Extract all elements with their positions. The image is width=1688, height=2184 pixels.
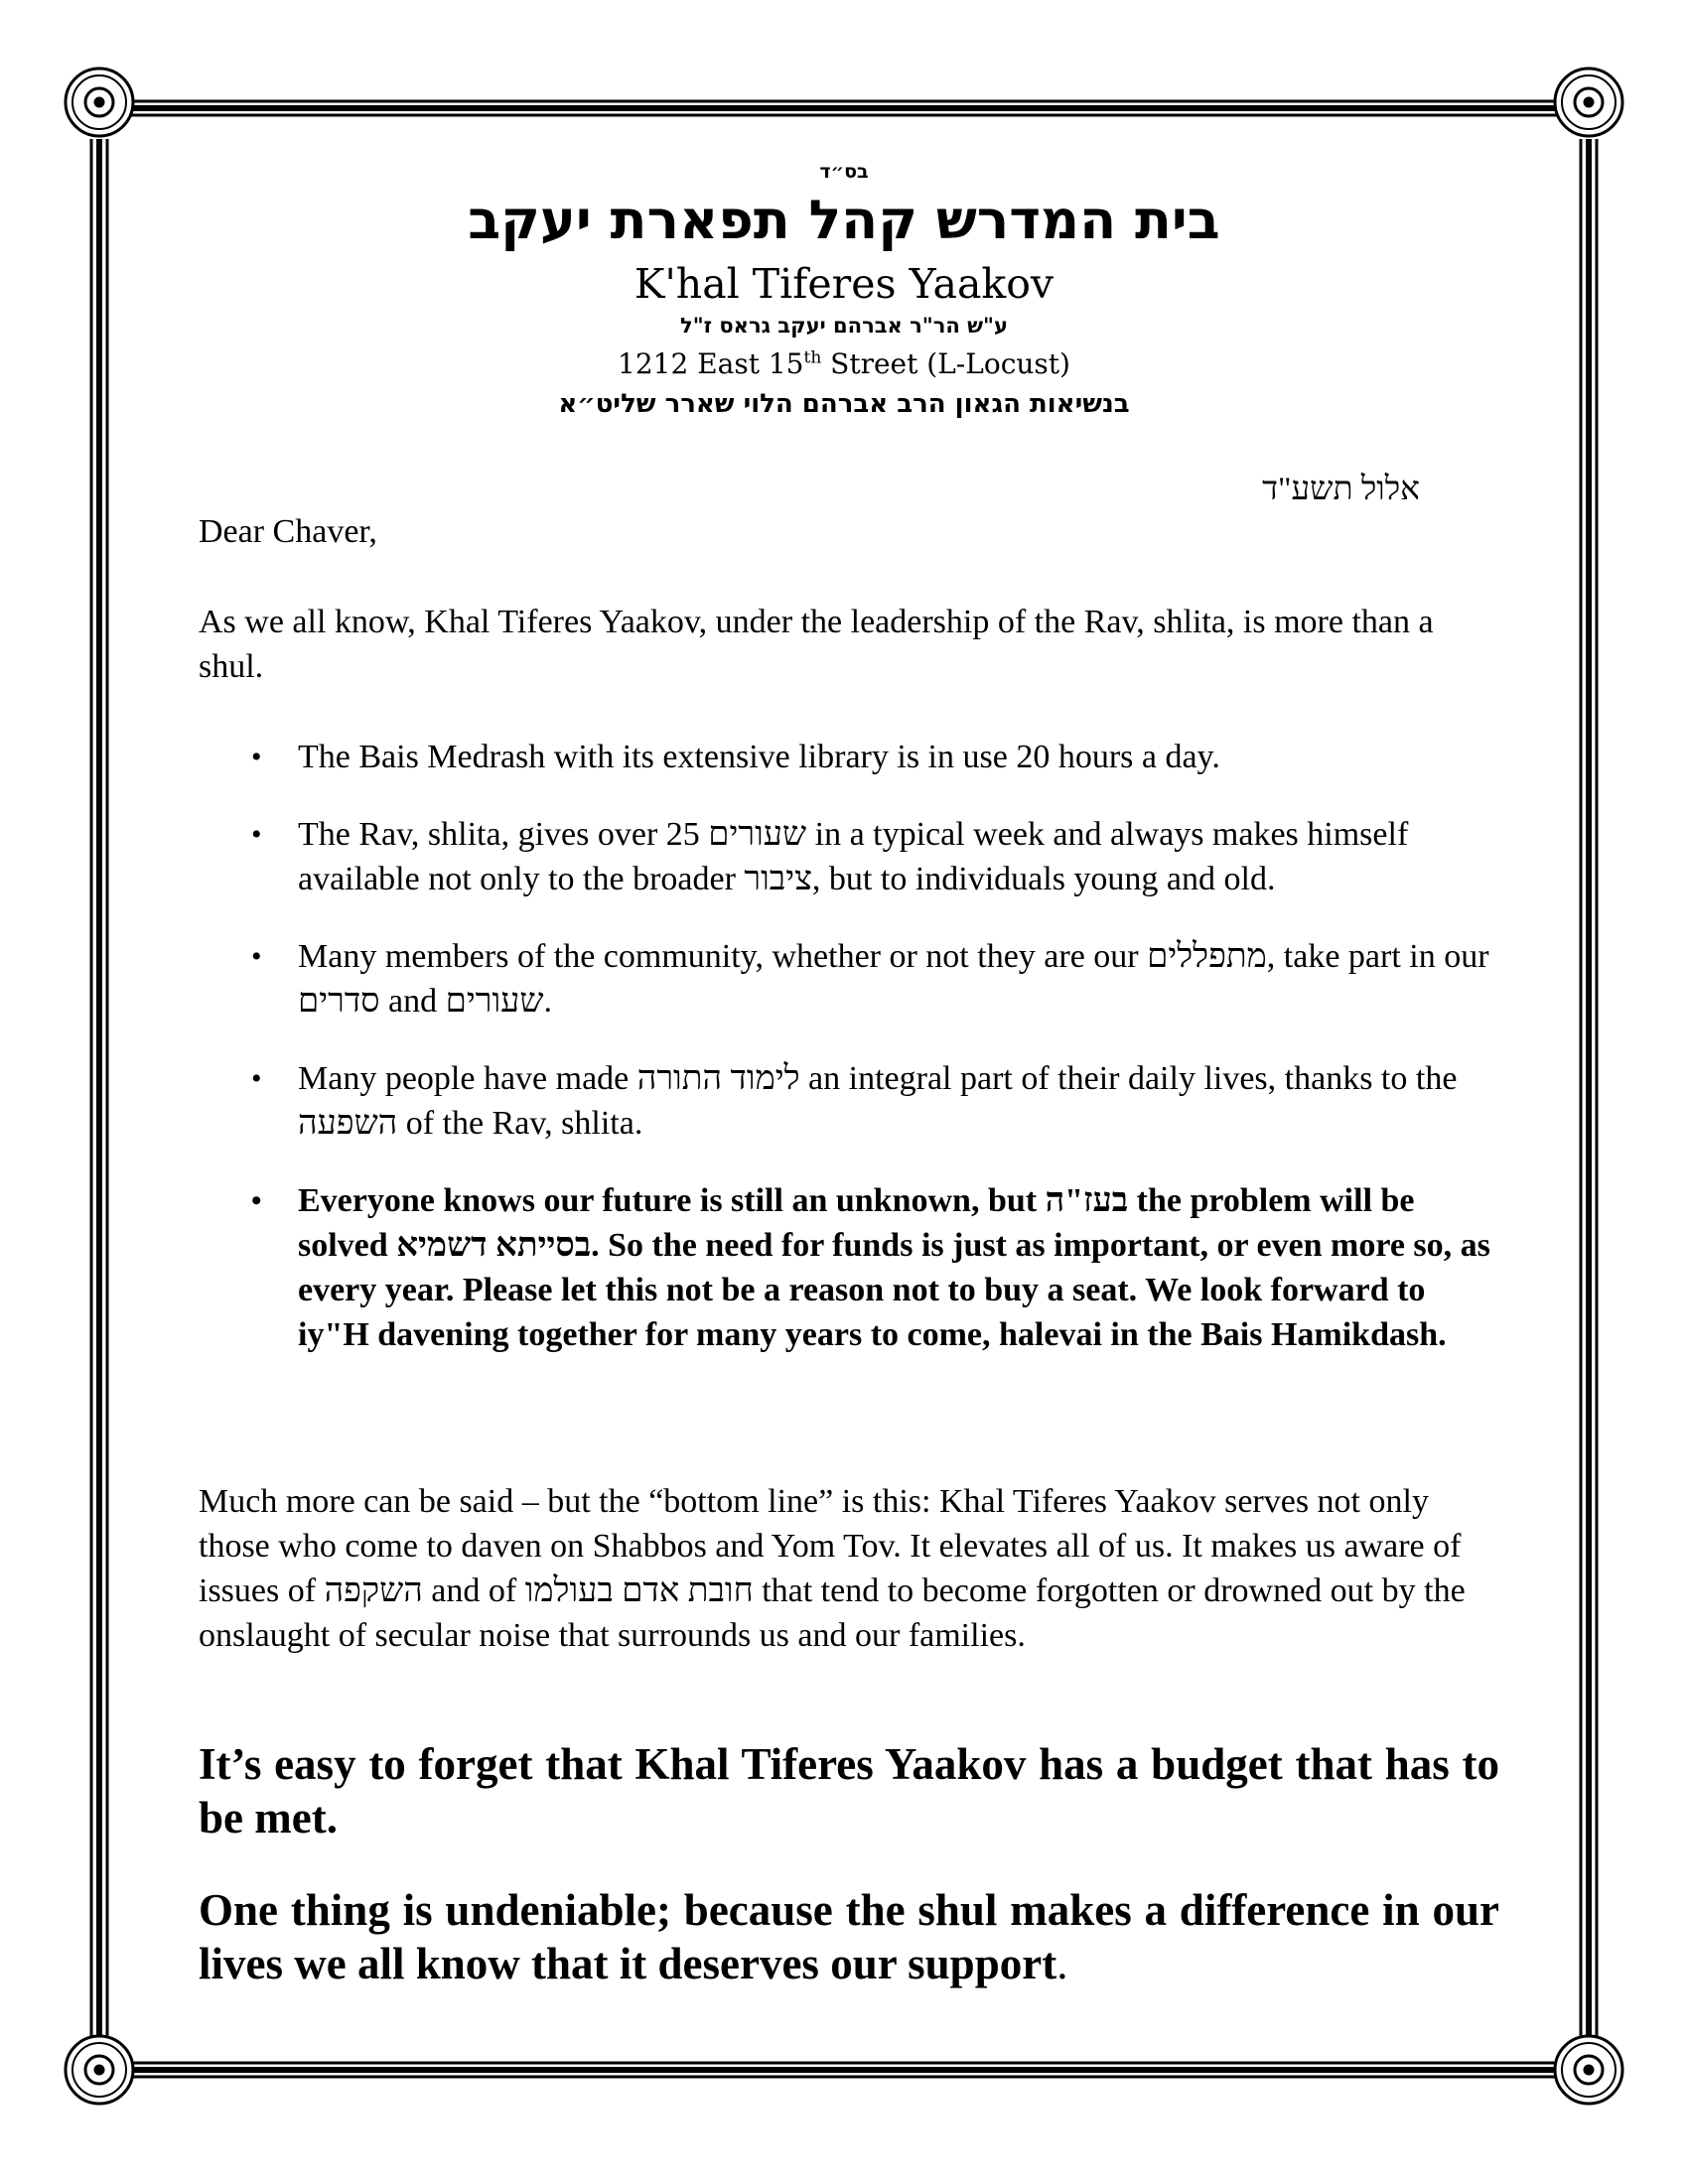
closing-text: and of — [422, 1572, 525, 1609]
letter-date: אלול תשע"ד — [1262, 472, 1420, 507]
list-item — [199, 812, 1499, 901]
bsd-heading: בס״ד — [819, 161, 869, 183]
hebrew-term: חובת אדם בעולמו — [524, 1572, 754, 1609]
budget-statement: It’s easy to forget that Khal Tiferes Yaakov has a budget that has to be met. — [199, 1739, 1499, 1843]
leadership-line: בנשיאות הגאון הרב אברהם הלוי שארר שליט״א — [558, 389, 1130, 419]
hebrew-shul-name: בית המדרש קהל תפארת יעקב — [468, 189, 1220, 251]
bullet-text: . So the need for funds is just as important, or even more so, as every year. Please let this not be a reason not to buy a seat. We look forward to iy"H davening together for many years to come, halevai in the Bais Hamikdash. — [298, 1227, 1490, 1353]
support-statement — [199, 1883, 1499, 1990]
bullet-text: of the Rav, shlita. — [397, 1105, 643, 1142]
memorial-line: ע"ש הר"ר אברהם יעקב גראס ז"ל — [680, 314, 1008, 338]
hebrew-term: מתפללים — [1147, 938, 1267, 975]
hebrew-term: בסייתא דשמיא — [396, 1227, 592, 1264]
bullet-text: , take part in our — [1266, 938, 1489, 975]
hebrew-term: שעורים — [708, 816, 807, 853]
address-number: 1212 East 15 — [618, 347, 804, 380]
support-text: One thing is undeniable; because the shul makes a difference in our lives we all know that it deserves our support — [199, 1885, 1499, 1988]
address — [0, 347, 1688, 380]
intro-paragraph: As we all know, Khal Tiferes Yaakov, under the leadership of the Rav, shlita, is more than a shul. — [199, 604, 1434, 685]
list-item — [199, 735, 1499, 779]
bullet-text: an integral part of their daily lives, thanks to the — [799, 1060, 1458, 1097]
bullet-text: . — [543, 983, 552, 1020]
bullet-list — [199, 735, 1499, 1357]
bullet-icon: • — [251, 818, 262, 851]
greeting: Dear Chaver, — [199, 513, 377, 550]
bullet-text: Everyone knows our future is still an unknown, but — [298, 1182, 1046, 1219]
bullet-icon: • — [251, 940, 262, 973]
hebrew-term: לימוד התורה — [636, 1060, 800, 1097]
bullet-icon: • — [251, 1184, 262, 1217]
hebrew-term: סדרים — [298, 983, 380, 1020]
bullet-icon: • — [251, 741, 262, 773]
bullet-text: The Bais Medrash with its extensive library is in use 20 hours a day. — [298, 739, 1220, 775]
list-item — [199, 934, 1499, 1024]
hebrew-term: ציבור — [744, 861, 812, 897]
bullet-text: Many members of the community, whether or not they are our — [298, 938, 1148, 975]
support-period: . — [1056, 1939, 1068, 1988]
closing-text: Much more can be said – but the “bottom line” is this: Khal Tiferes Yaakov serves not only those who come to daven on Shabbos and Yom Tov. It elevates all of us. It makes us aware of issues of — [199, 1483, 1462, 1609]
bullet-text: The Rav, shlita, gives over 25 — [298, 816, 709, 853]
bullet-icon: • — [251, 1062, 262, 1095]
address-suffix: th — [803, 347, 822, 368]
bullet-text: and — [379, 983, 446, 1020]
bullet-text: , but to individuals young and old. — [811, 861, 1276, 897]
bullet-text: the problem will be solved — [298, 1182, 1415, 1264]
hebrew-term: השקפה — [324, 1572, 423, 1609]
hebrew-term: בעז"ה — [1045, 1182, 1129, 1219]
closing-text: that tend to become forgotten or drowned out by the onslaught of secular noise that surrounds us and our families. — [199, 1572, 1466, 1654]
list-item — [199, 1178, 1499, 1357]
hebrew-term: השפעה — [298, 1105, 398, 1142]
english-shul-name: K'hal Tiferes Yaakov — [633, 260, 1055, 308]
closing-paragraph — [199, 1479, 1499, 1658]
bullet-text: in a typical week and always makes himself available not only to the broader — [298, 816, 1409, 897]
address-street: Street (L-Locust) — [821, 347, 1070, 380]
hebrew-term: שעורים — [445, 983, 544, 1020]
list-item — [199, 1056, 1499, 1146]
bullet-text: Many people have made — [298, 1060, 637, 1097]
